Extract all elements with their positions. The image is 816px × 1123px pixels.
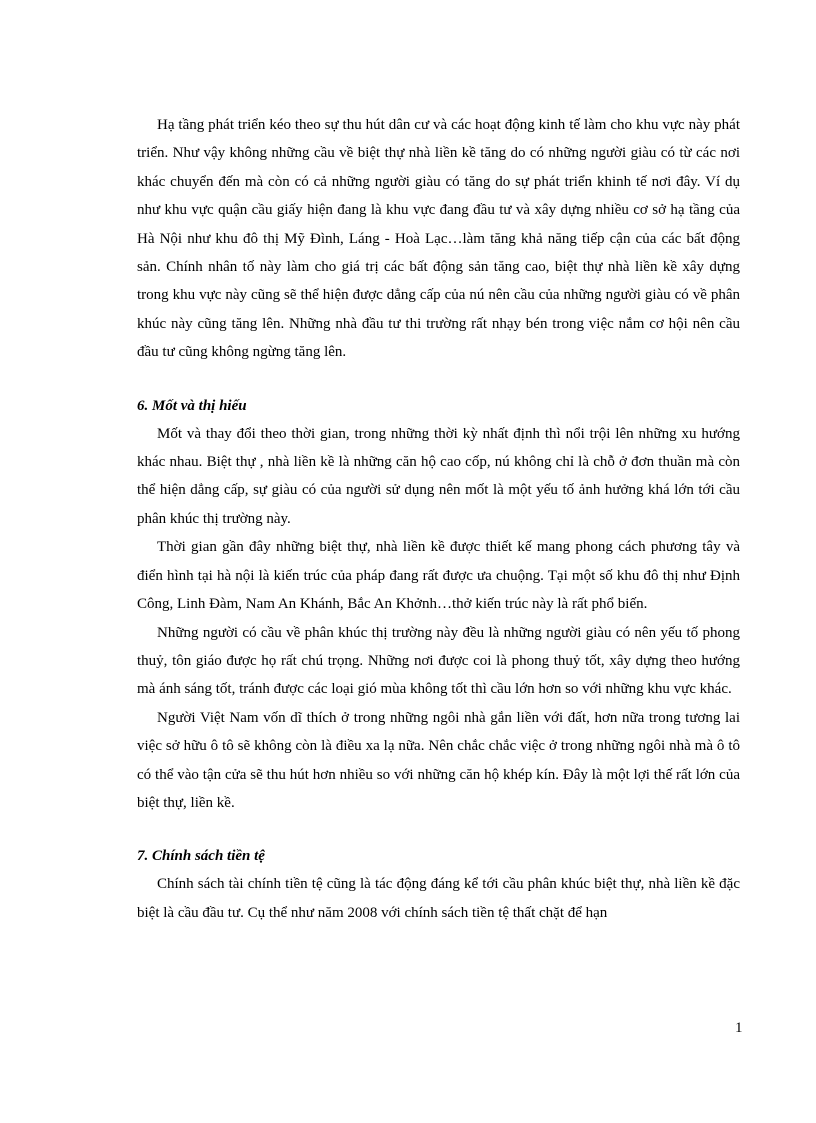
- section-6-paragraph-1: Mốt và thay đổi theo thời gian, trong những thời kỳ nhất định thì nổi trội lên những xu hướng khác nhau. Biệt thự , nhà liền kề là những căn hộ cao cốp, nú không chỉ là chỗ ở đơn thuần mà còn thể hiện dẳng cấp, sự giàu có của người sử dụng nên mốt là một yếu tố ảnh hưởng khá lớn tới cầu phân khúc thị trường này.: [137, 425, 740, 527]
- section-6-paragraph-4: Người Việt Nam vốn dĩ thích ở trong những ngôi nhà gắn liền với đất, hơn nữa trong tương lai việc sở hữu ô tô sẽ không còn là điều xa lạ nữa. Nên chắc chắc việc ở trong những ngôi nhà mà ô tô có thể vào tận cửa sẽ thu hút hơn nhiều so với những căn hộ khép kín. Đây là một lợi thế rất lớn của biệt thự, liền kề.: [137, 709, 740, 811]
- section-6-heading: 6. Mốt và thị hiếu: [137, 397, 247, 414]
- section-7-paragraph-1: Chính sách tài chính tiền tệ cũng là tác động đáng kể tới cầu phân khúc biệt thự, nhà liền kề đặc biệt là cầu đầu tư. Cụ thể như năm 2008 với chính sách tiền tệ thất chặt để hạn: [137, 876, 740, 921]
- intro-paragraph: Hạ tầng phát triển kéo theo sự thu hút dân cư và các hoạt động kinh tế làm cho khu vực này phát triển. Như vậy không những cầu về biệt thự nhà liền kề tăng do có những người giàu có từ các nơi khác chuyển đến mà còn có cả những người giàu có tăng do sự phát triển khinh tế nơi đây. Ví dụ như khu vực quận cầu giấy hiện đang là khu vực đang đầu tư và xây dựng nhiều cơ sở hạ tầng của Hà Nội như khu đô thị Mỹ Đình, Láng - Hoà Lạc…làm tăng khả năng tiếp cận của các bất động sản. Chính nhân tố này làm cho giá trị các bất động sản tăng cao, biệt thự nhà liền kề xây dựng trong khu vực này cũng sẽ thể hiện được dẳng cấp của nú nên cầu của những người giàu có về phân khúc này cũng tăng lên. Những nhà đầu tư thi trường rất nhạy bén trong việc nắm cơ hội nên cầu đầu tư cũng không ngừng tăng lên.: [137, 117, 740, 361]
- section-7-heading: 7. Chính sách tiền tệ: [137, 848, 265, 865]
- section-6-paragraph-2: Thời gian gần đây những biệt thự, nhà liền kề được thiết kế mang phong cách phương tây và điển hình tại hà nội là kiến trúc của pháp đang rất được ưa chuộng. Tại một số khu đô thị như Định Công, Linh Đàm, Nam An Khánh, Bắc An Khởnh…thở kiến trúc này là rất phổ biến.: [137, 539, 740, 613]
- page-number: 1: [735, 1020, 743, 1036]
- section-6-paragraph-3: Những người có cầu về phân khúc thị trường này đều là những người giàu có nên yếu tố phong thuỷ, tôn giáo được họ rất chú trọng. Những nơi được coi là phong thuỷ tốt, xây dựng theo hướng mà ánh sáng tốt, tránh được các loại gió mùa không tốt thì cầu lớn hơn so với những khu vực khác.: [137, 624, 740, 698]
- document-page: [137, 111, 740, 927]
